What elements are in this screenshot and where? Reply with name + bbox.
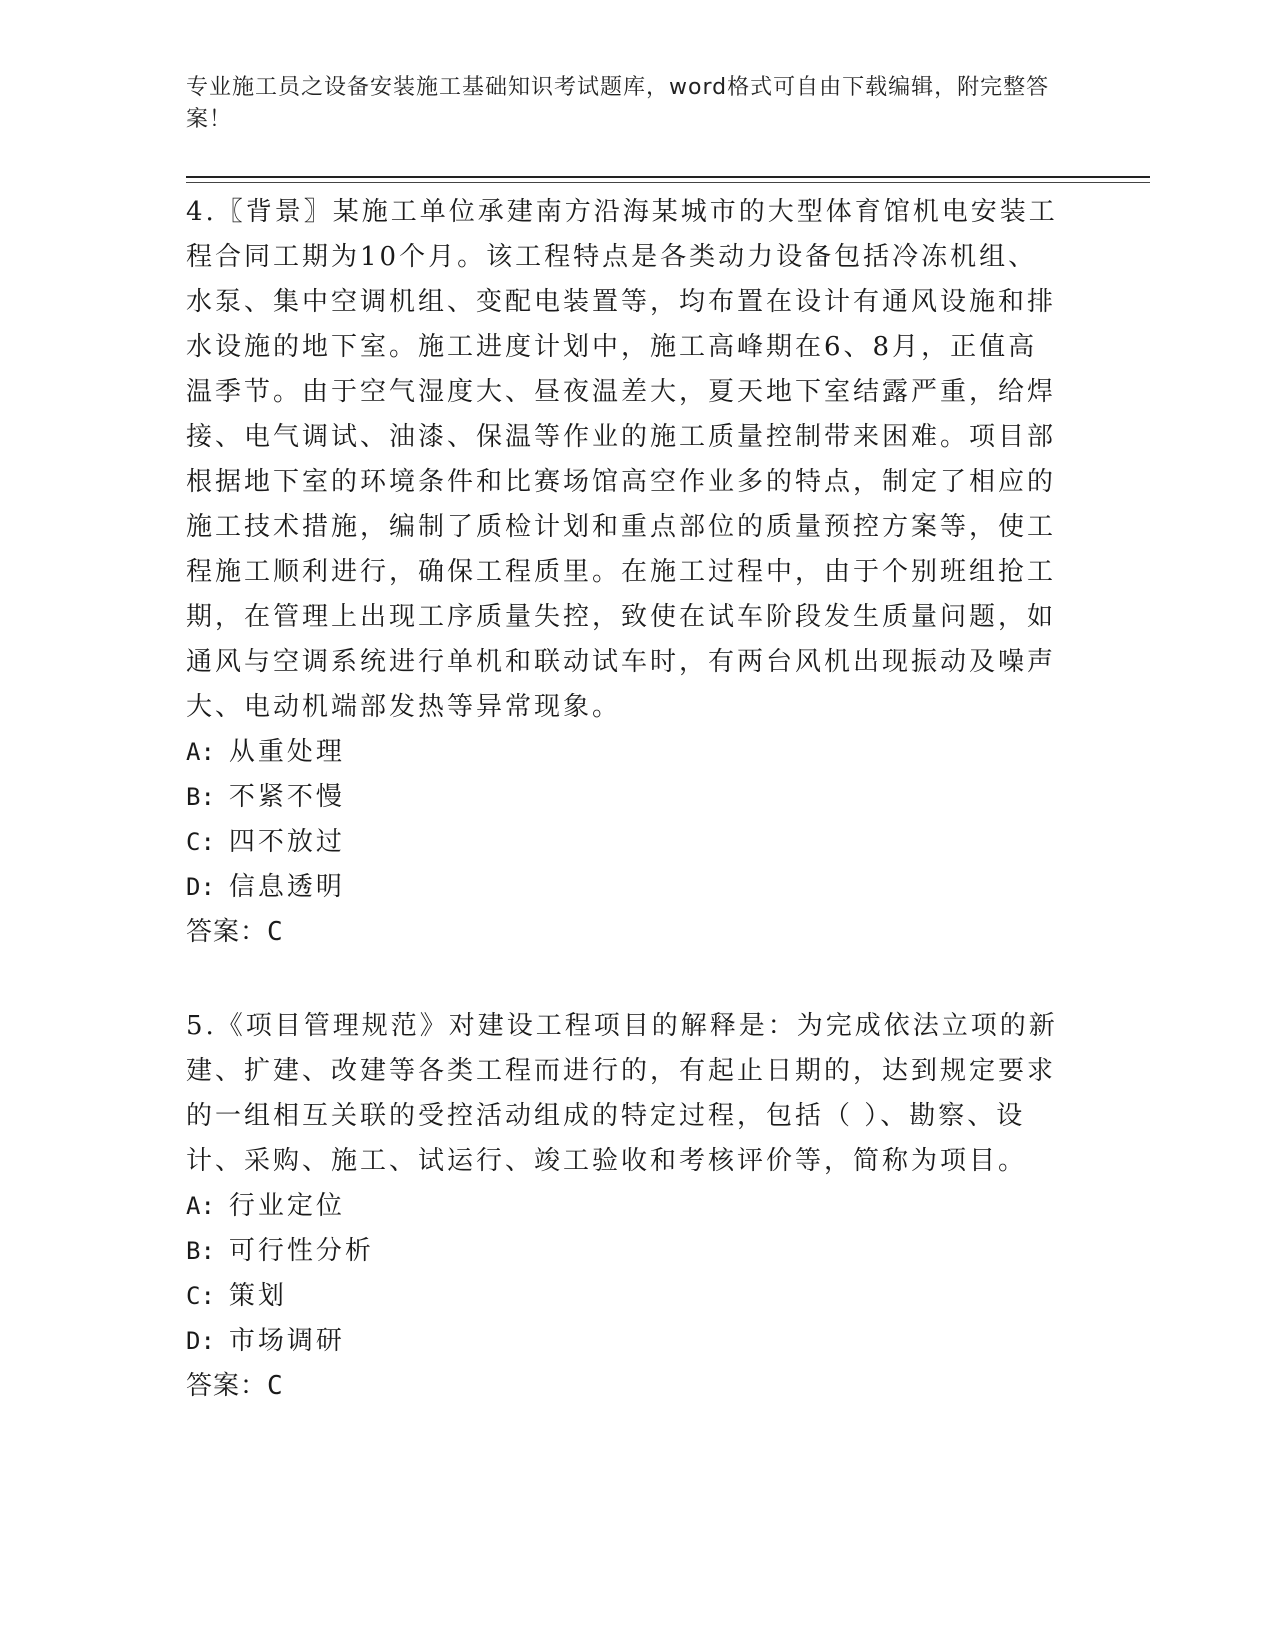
option-separator: : — [200, 1282, 215, 1310]
option-a — [186, 730, 1066, 775]
answer-value: C — [267, 917, 284, 947]
option-letter: B — [186, 783, 201, 811]
option-separator: : — [200, 738, 215, 766]
option-separator: : — [200, 873, 215, 901]
option-text: 行业定位 — [228, 1191, 345, 1221]
option-letter: B — [186, 1237, 201, 1265]
option-c — [186, 820, 1066, 865]
option-a — [186, 1184, 1066, 1229]
option-letter: D — [186, 1327, 201, 1355]
option-text: 从重处理 — [228, 737, 345, 767]
header-divider-thick — [186, 176, 1150, 178]
option-separator: : — [200, 1192, 215, 1220]
option-letter: D — [186, 873, 201, 901]
question-stem: 5.《项目管理规范》对建设工程项目的解释是：为完成依法立项的新建、扩建、改建等各类工程而进行的，有起止日期的，达到规定要求的一组相互关联的受控活动组成的特定过程，包括（ ）、勘察、设计、采购、施工、试运行、竣工验收和考核评价等，简称为项目。 — [186, 1011, 1058, 1176]
question-5 — [186, 1004, 1066, 1409]
answer-line — [186, 910, 1066, 955]
option-text: 信息透明 — [228, 872, 345, 902]
answer-label: 答案： — [186, 917, 268, 947]
answer-value: C — [267, 1371, 284, 1401]
header-divider-thin — [186, 182, 1150, 183]
question-4 — [186, 190, 1066, 955]
option-text: 四不放过 — [228, 827, 345, 857]
option-b — [186, 775, 1066, 820]
option-letter: C — [186, 1282, 201, 1310]
option-d — [186, 1319, 1066, 1364]
option-list — [186, 730, 1066, 910]
option-text: 策划 — [228, 1281, 287, 1311]
option-text: 不紧不慢 — [228, 782, 345, 812]
option-d — [186, 865, 1066, 910]
option-text: 可行性分析 — [228, 1236, 374, 1266]
option-separator: : — [200, 783, 215, 811]
option-letter: A — [186, 738, 201, 766]
option-separator: : — [200, 1237, 215, 1265]
option-separator: : — [200, 828, 215, 856]
option-separator: : — [200, 1327, 215, 1355]
option-text: 市场调研 — [228, 1326, 345, 1356]
option-letter: A — [186, 1192, 201, 1220]
option-letter: C — [186, 828, 201, 856]
option-list — [186, 1184, 1066, 1364]
question-stem: 4.〖背景〗某施工单位承建南方沿海某城市的大型体育馆机电安装工程合同工期为10个月。该工程特点是各类动力设备包括冷冻机组、水泵、集中空调机组、变配电装置等，均布置在设计有通风设施和排水设施的地下室。施工进度计划中，施工高峰期在6、8月，正值高温季节。由于空气湿度大、昼夜温差大，夏天地下室结露严重，给焊接、电气调试、油漆、保温等作业的施工质量控制带来困难。项目部根据地下室的环境条件和比赛场馆高空作业多的特点，制定了相应的施工技术措施，编制了质检计划和重点部位的质量预控方案等，使工程施工顺利进行，确保工程质里。在施工过程中，由于个别班组抢工期，在管理上出现工序质量失控，致使在试车阶段发生质量问题，如通风与空调系统进行单机和联动试车时，有两台风机出现振动及噪声大、电动机端部发热等异常现象。 — [186, 197, 1058, 722]
option-c — [186, 1274, 1066, 1319]
option-b — [186, 1229, 1066, 1274]
answer-label: 答案： — [186, 1371, 268, 1401]
answer-line — [186, 1364, 1066, 1409]
document-header: 专业施工员之设备安装施工基础知识考试题库，word格式可自由下载编辑，附完整答案！ — [186, 75, 1050, 132]
